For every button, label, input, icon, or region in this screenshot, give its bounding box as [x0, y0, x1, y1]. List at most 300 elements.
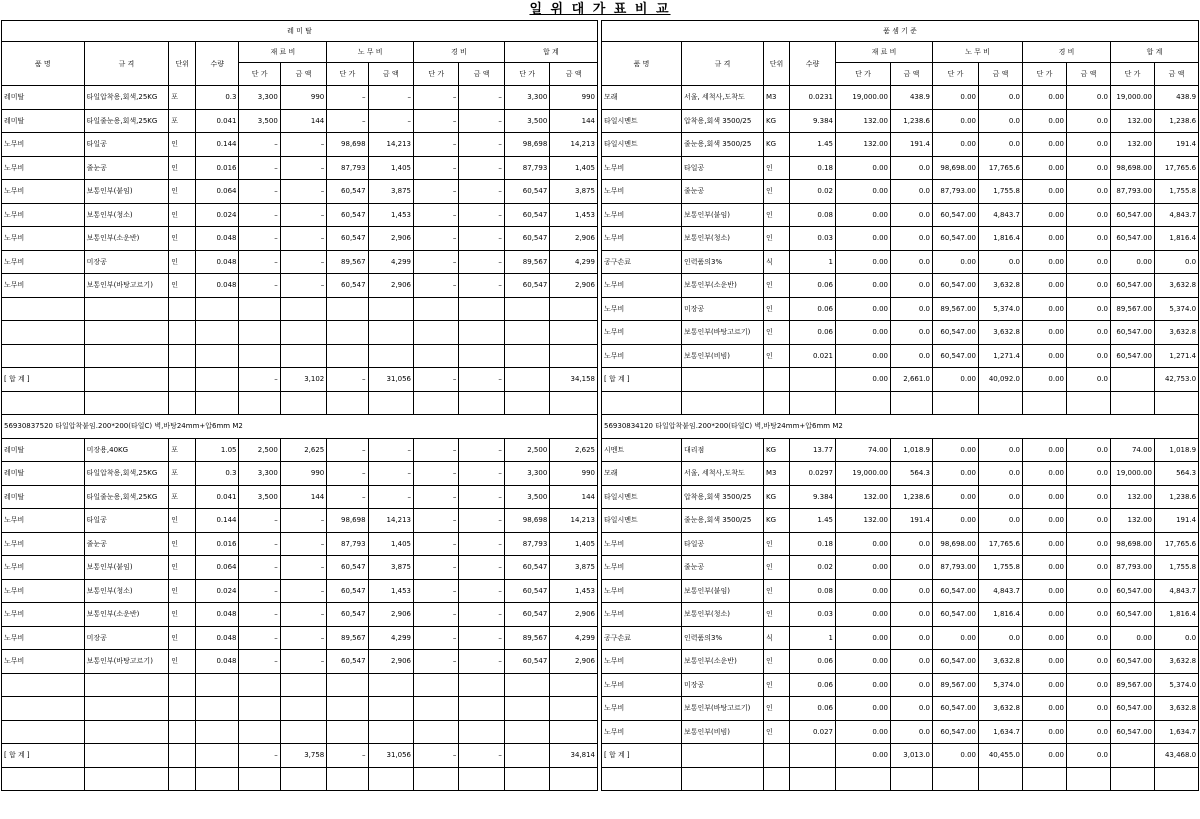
table-cell: 87,793.00	[1111, 556, 1155, 580]
table-cell: 0.041	[196, 109, 239, 133]
table-cell: 줄눈용,회색 3500/25	[682, 509, 764, 533]
table-cell: 98,698.00	[1111, 532, 1155, 556]
table-cell: 미장공	[682, 297, 764, 321]
table-cell	[550, 344, 598, 368]
table-row	[2, 603, 598, 627]
table-cell	[196, 344, 239, 368]
col-qty-header: 수량	[790, 42, 836, 86]
table-cell: 공구손료	[602, 250, 682, 274]
table-cell: 132.00	[1111, 133, 1155, 157]
table-cell	[84, 720, 169, 744]
table-cell: 0.00	[933, 744, 979, 768]
table-cell: –	[413, 368, 458, 392]
table-cell: 0.0	[1067, 626, 1111, 650]
table-cell: –	[413, 274, 458, 298]
table-cell: 0.00	[1023, 603, 1067, 627]
table-cell: –	[459, 485, 504, 509]
table-cell	[368, 391, 413, 415]
table-cell	[280, 344, 326, 368]
table-cell: 0.06	[790, 650, 836, 674]
table-cell	[169, 297, 196, 321]
table-cell: –	[239, 650, 280, 674]
table-cell: 0.024	[196, 579, 239, 603]
table-cell: 3,300	[504, 462, 549, 486]
table-cell: 19,000.00	[1111, 86, 1155, 110]
table-cell: 4,299	[368, 250, 413, 274]
table-cell: 0.00	[1023, 250, 1067, 274]
table-cell: 564.3	[1155, 462, 1199, 486]
table-cell: –	[459, 532, 504, 556]
table-cell: 60,547	[504, 227, 549, 251]
table-cell: 3,500	[239, 109, 280, 133]
table-row	[2, 250, 598, 274]
table-row	[602, 368, 1199, 392]
table-cell: 미장공	[84, 250, 169, 274]
right-cost-table	[601, 20, 1199, 791]
table-cell: 노무비	[2, 274, 85, 298]
table-cell: 공구손료	[602, 626, 682, 650]
table-cell: M3	[764, 86, 790, 110]
table-cell: 0.00	[1023, 133, 1067, 157]
table-cell: 40,455.0	[979, 744, 1023, 768]
table-cell: 0.08	[790, 579, 836, 603]
table-cell: 노무비	[602, 156, 682, 180]
table-cell: 서울, 세척사,도착도	[682, 462, 764, 486]
table-cell: 0.0	[1067, 156, 1111, 180]
table-cell	[84, 297, 169, 321]
table-cell: 노무비	[602, 650, 682, 674]
table-cell	[459, 321, 504, 345]
table-cell: 노무비	[2, 532, 85, 556]
table-cell	[891, 767, 933, 791]
table-cell: 0.00	[1023, 579, 1067, 603]
table-cell: [ 합 계 ]	[2, 368, 85, 392]
table-cell: 0.0	[891, 579, 933, 603]
table-cell: 시멘트	[602, 438, 682, 462]
table-cell	[836, 391, 891, 415]
table-cell: 4,843.7	[979, 203, 1023, 227]
table-cell: 타일압착용,회색,25KG	[84, 86, 169, 110]
table-cell: 0.02	[790, 180, 836, 204]
table-cell: [ 합 계 ]	[602, 368, 682, 392]
table-cell: –	[327, 109, 368, 133]
table-cell: 노무비	[602, 673, 682, 697]
table-row	[2, 556, 598, 580]
table-row	[2, 485, 598, 509]
table-cell: 0.0	[1067, 673, 1111, 697]
table-cell: KG	[764, 109, 790, 133]
table-cell: 3,875	[368, 180, 413, 204]
table-cell: 40,092.0	[979, 368, 1023, 392]
table-cell: 1,238.6	[891, 109, 933, 133]
table-cell: 인	[764, 180, 790, 204]
table-cell: 990	[280, 86, 326, 110]
table-cell: 2,625	[280, 438, 326, 462]
total-header: 합 계	[1111, 42, 1199, 63]
table-cell: 132.00	[836, 509, 891, 533]
table-cell: 0.144	[196, 133, 239, 157]
table-cell: 60,547	[504, 274, 549, 298]
table-cell: 0.0	[891, 180, 933, 204]
table-cell	[504, 344, 549, 368]
table-cell	[2, 297, 85, 321]
table-cell: 2,500	[504, 438, 549, 462]
table-cell: 1,405	[368, 532, 413, 556]
table-cell: 9.384	[790, 485, 836, 509]
table-cell: 노무비	[602, 532, 682, 556]
table-cell: –	[459, 203, 504, 227]
table-row	[602, 133, 1199, 157]
table-cell	[280, 391, 326, 415]
table-cell: 노무비	[2, 227, 85, 251]
table-cell	[368, 697, 413, 721]
table-cell: –	[239, 509, 280, 533]
table-cell: 60,547	[504, 203, 549, 227]
table-cell	[169, 720, 196, 744]
table-cell: –	[459, 744, 504, 768]
table-cell: 0.00	[836, 603, 891, 627]
table-cell: 인	[169, 180, 196, 204]
table-cell: 0.0	[1067, 532, 1111, 556]
table-cell: 0.0	[891, 250, 933, 274]
table-cell: 3,758	[280, 744, 326, 768]
table-cell: 0.00	[933, 368, 979, 392]
table-cell: 0.00	[836, 626, 891, 650]
table-cell: 990	[550, 86, 598, 110]
amount-header: 금 액	[459, 63, 504, 86]
table-cell: 3,632.8	[1155, 321, 1199, 345]
table-cell	[2, 391, 85, 415]
table-cell: 31,056	[368, 368, 413, 392]
table-cell: 14,213	[550, 509, 598, 533]
table-cell: 인	[764, 344, 790, 368]
table-cell: 인	[764, 650, 790, 674]
table-cell: 0.00	[836, 720, 891, 744]
table-cell: 0.0	[891, 626, 933, 650]
table-cell: 인	[764, 321, 790, 345]
table-cell: –	[459, 180, 504, 204]
table-cell: 3,632.8	[1155, 650, 1199, 674]
table-cell: 타일줄눈용,회색,25KG	[84, 109, 169, 133]
table-cell: –	[459, 438, 504, 462]
table-cell: 0.041	[196, 485, 239, 509]
table-cell	[84, 391, 169, 415]
table-cell	[1023, 391, 1067, 415]
table-row	[602, 603, 1199, 627]
table-cell: 2,906	[368, 603, 413, 627]
table-cell: 0.0	[979, 626, 1023, 650]
table-cell: –	[239, 556, 280, 580]
table-cell: –	[413, 626, 458, 650]
table-cell	[459, 673, 504, 697]
panel-title: 레 미 탈	[2, 21, 598, 42]
table-cell	[504, 744, 549, 768]
table-cell	[1023, 767, 1067, 791]
table-cell: 0.0	[1067, 344, 1111, 368]
labor-header: 노 무 비	[327, 42, 414, 63]
table-cell: –	[413, 203, 458, 227]
table-cell: 포	[169, 86, 196, 110]
table-cell: 모래	[602, 462, 682, 486]
table-cell: 990	[280, 462, 326, 486]
table-cell	[764, 368, 790, 392]
table-cell: 74.00	[1111, 438, 1155, 462]
table-cell: 60,547.00	[933, 344, 979, 368]
table-cell: 타일시멘트	[602, 509, 682, 533]
table-cell: 보통인부(바탕고르기)	[682, 321, 764, 345]
table-cell	[327, 344, 368, 368]
table-cell: 0.00	[1023, 438, 1067, 462]
item-code-title: 56930837520 타일압착붙임.200*200(타일C) 벽,바탕24mm+압6mm M2	[2, 415, 598, 439]
table-cell	[550, 297, 598, 321]
table-cell: 타일시멘트	[602, 109, 682, 133]
table-cell: 레미탈	[2, 438, 85, 462]
table-cell: 0.0	[979, 462, 1023, 486]
table-cell	[550, 321, 598, 345]
table-cell: 0.0	[1067, 697, 1111, 721]
table-cell	[459, 767, 504, 791]
expense-header: 경 비	[413, 42, 504, 63]
table-cell	[764, 767, 790, 791]
table-cell	[196, 720, 239, 744]
col-name-header: 품 명	[602, 42, 682, 86]
table-cell	[280, 297, 326, 321]
table-cell: 노무비	[602, 321, 682, 345]
table-row	[602, 673, 1199, 697]
table-cell: 0.0231	[790, 86, 836, 110]
table-cell: –	[239, 626, 280, 650]
table-cell	[2, 767, 85, 791]
table-cell: 0.0	[979, 509, 1023, 533]
table-cell: 98,698.00	[1111, 156, 1155, 180]
table-cell: 포	[169, 462, 196, 486]
table-cell	[413, 321, 458, 345]
table-row	[602, 203, 1199, 227]
table-cell: –	[459, 462, 504, 486]
table-cell: 4,843.7	[1155, 579, 1199, 603]
table-cell: 0.0	[979, 109, 1023, 133]
table-cell: 34,814	[550, 744, 598, 768]
table-cell	[504, 673, 549, 697]
table-cell: 보통인부(비빔)	[682, 344, 764, 368]
table-cell: 60,547	[504, 603, 549, 627]
table-cell: 인력품의3%	[682, 250, 764, 274]
table-cell: 타일시멘트	[602, 485, 682, 509]
table-cell	[979, 391, 1023, 415]
table-row	[602, 297, 1199, 321]
table-cell: 2,661.0	[891, 368, 933, 392]
table-cell: 0.0	[1067, 109, 1111, 133]
table-cell: –	[239, 368, 280, 392]
table-cell	[1111, 767, 1155, 791]
table-cell: M3	[764, 462, 790, 486]
table-cell	[239, 673, 280, 697]
table-cell	[368, 673, 413, 697]
table-cell: 3,500	[504, 485, 549, 509]
table-cell	[2, 344, 85, 368]
table-cell: 0.0	[891, 344, 933, 368]
table-cell: 1,271.4	[979, 344, 1023, 368]
table-cell: –	[459, 156, 504, 180]
table-cell: 노무비	[2, 579, 85, 603]
table-row	[602, 227, 1199, 251]
table-cell: –	[280, 227, 326, 251]
table-cell: 60,547	[327, 556, 368, 580]
table-cell: 19,000.00	[836, 86, 891, 110]
table-cell: –	[280, 626, 326, 650]
table-cell: 34,158	[550, 368, 598, 392]
table-row	[2, 344, 598, 368]
table-cell	[169, 697, 196, 721]
table-cell: 60,547.00	[1111, 344, 1155, 368]
table-cell: –	[239, 532, 280, 556]
table-cell: 노무비	[602, 227, 682, 251]
table-cell: 0.00	[1023, 462, 1067, 486]
table-cell: 레미탈	[2, 109, 85, 133]
table-cell: –	[368, 438, 413, 462]
table-cell	[280, 697, 326, 721]
table-cell	[196, 673, 239, 697]
table-cell: 포	[169, 109, 196, 133]
table-cell: 타일공	[682, 532, 764, 556]
table-cell: 인	[169, 509, 196, 533]
table-cell: 0.0	[891, 203, 933, 227]
table-cell: –	[239, 744, 280, 768]
table-row	[2, 697, 598, 721]
table-cell: –	[239, 603, 280, 627]
table-cell: 인	[169, 603, 196, 627]
table-cell: 1,816.4	[979, 227, 1023, 251]
table-row	[2, 274, 598, 298]
table-cell: 3,632.8	[1155, 274, 1199, 298]
table-cell: 4,843.7	[1155, 203, 1199, 227]
table-cell	[169, 344, 196, 368]
table-cell: –	[413, 485, 458, 509]
table-cell: 0.00	[836, 532, 891, 556]
table-cell: 0.048	[196, 227, 239, 251]
table-cell: 60,547.00	[933, 603, 979, 627]
table-cell	[239, 720, 280, 744]
table-cell: –	[239, 156, 280, 180]
table-row	[602, 532, 1199, 556]
table-row	[602, 156, 1199, 180]
table-cell: –	[327, 86, 368, 110]
table-cell: 타일시멘트	[602, 133, 682, 157]
table-cell	[550, 697, 598, 721]
table-cell: –	[413, 227, 458, 251]
table-cell: 인	[169, 579, 196, 603]
table-cell: 0.00	[836, 673, 891, 697]
table-cell	[327, 391, 368, 415]
table-cell: 0.0	[1067, 438, 1111, 462]
table-cell: 60,547.00	[933, 321, 979, 345]
table-cell: –	[413, 133, 458, 157]
table-row	[2, 626, 598, 650]
table-cell: 19,000.00	[1111, 462, 1155, 486]
table-row	[602, 697, 1199, 721]
table-cell: 2,906	[368, 650, 413, 674]
table-cell: 0.0	[979, 250, 1023, 274]
table-cell: 0.0	[1067, 509, 1111, 533]
table-cell: –	[239, 133, 280, 157]
table-row	[2, 438, 598, 462]
table-row	[2, 321, 598, 345]
panel-title: 품 셈 기 준	[602, 21, 1199, 42]
table-cell: 노무비	[602, 697, 682, 721]
table-row	[602, 556, 1199, 580]
table-row	[602, 321, 1199, 345]
table-row	[602, 274, 1199, 298]
table-cell	[459, 391, 504, 415]
table-cell	[891, 391, 933, 415]
table-cell: 132.00	[836, 133, 891, 157]
table-cell: 인	[169, 532, 196, 556]
table-cell: –	[459, 626, 504, 650]
table-cell: 2,906	[368, 227, 413, 251]
table-cell: 0.00	[836, 650, 891, 674]
table-cell	[239, 697, 280, 721]
table-cell: 0.048	[196, 250, 239, 274]
table-cell: 89,567.00	[1111, 297, 1155, 321]
table-cell: 0.00	[1023, 532, 1067, 556]
table-cell: 노무비	[602, 603, 682, 627]
table-cell: 191.4	[1155, 133, 1199, 157]
table-cell: 89,567.00	[933, 297, 979, 321]
table-cell: 노무비	[2, 509, 85, 533]
table-cell	[413, 673, 458, 697]
table-cell	[2, 697, 85, 721]
table-cell: 1,634.7	[979, 720, 1023, 744]
table-cell: 60,547.00	[933, 720, 979, 744]
table-cell	[196, 368, 239, 392]
table-row	[2, 180, 598, 204]
table-cell: 0.016	[196, 532, 239, 556]
table-cell	[84, 744, 169, 768]
table-cell: 0.06	[790, 697, 836, 721]
table-cell: 0.00	[836, 697, 891, 721]
table-cell: KG	[764, 509, 790, 533]
table-cell: 0.00	[836, 321, 891, 345]
table-cell: 0.00	[1023, 485, 1067, 509]
table-cell: 0.0	[1067, 227, 1111, 251]
table-row	[602, 744, 1199, 768]
table-cell: 레미탈	[2, 485, 85, 509]
table-cell	[459, 297, 504, 321]
table-cell: –	[280, 133, 326, 157]
table-cell: 132.00	[836, 485, 891, 509]
table-cell	[682, 744, 764, 768]
table-cell: 0.0	[891, 720, 933, 744]
table-cell: 인력품의3%	[682, 626, 764, 650]
col-spec-header: 규 격	[682, 42, 764, 86]
table-cell: 줄눈공	[84, 156, 169, 180]
table-cell: 144	[280, 109, 326, 133]
table-row	[602, 767, 1199, 791]
table-cell: 60,547	[327, 274, 368, 298]
table-cell: –	[459, 579, 504, 603]
table-cell: –	[239, 180, 280, 204]
table-cell: –	[413, 744, 458, 768]
table-cell: 0.0	[1067, 250, 1111, 274]
table-cell	[84, 368, 169, 392]
table-cell: 0.00	[933, 626, 979, 650]
table-cell: 0.0	[1067, 720, 1111, 744]
table-cell: 노무비	[602, 344, 682, 368]
table-cell: 98,698.00	[933, 156, 979, 180]
amount-header: 금 액	[1155, 63, 1199, 86]
table-cell: 0.06	[790, 321, 836, 345]
col-unit-header: 단위	[764, 42, 790, 86]
